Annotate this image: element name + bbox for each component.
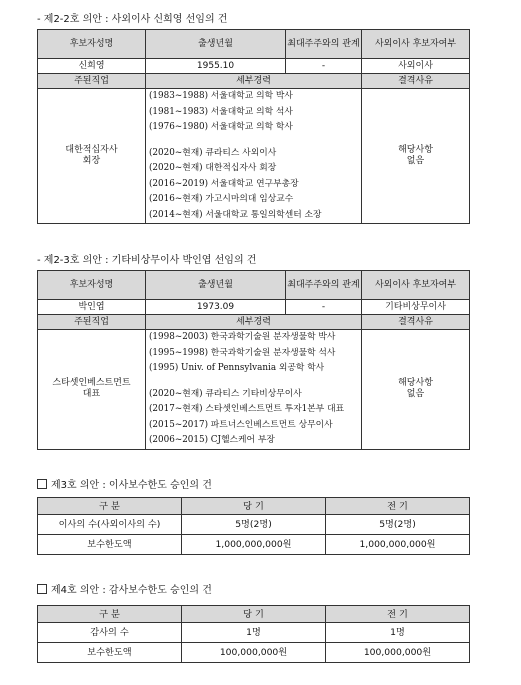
checkbox-square-icon xyxy=(37,584,47,594)
cell-category: 이사의 수(사외이사의 수) xyxy=(38,515,182,535)
cell-current: 1명 xyxy=(182,623,326,643)
cell-job xyxy=(38,330,146,450)
header-career: 세부경력 xyxy=(146,74,362,89)
section-heading-3 xyxy=(37,479,212,492)
career-line: (2017~현재) 스타셋인베스트먼트 투자1본부 대표 xyxy=(149,404,345,414)
cell-career xyxy=(146,89,362,224)
header-previous: 전 기 xyxy=(326,498,470,515)
section-heading-4 xyxy=(37,584,212,597)
career-line: (1995~1998) 한국과학기술원 분자생물학 석사 xyxy=(149,347,336,358)
checkbox-square-icon xyxy=(37,479,47,489)
table-header-row xyxy=(38,30,470,59)
header-relation: 최대주주와의 관계 xyxy=(286,271,362,300)
cell-outside: 사외이사 xyxy=(362,59,470,74)
heading-text: 제3호 의안 : 이사보수한도 승인의 건 xyxy=(51,480,212,491)
header-job: 주된직업 xyxy=(38,74,146,89)
table-row xyxy=(38,623,470,643)
header-birth: 출생년월 xyxy=(146,30,286,59)
auditor-pay-table xyxy=(37,605,470,663)
header-job: 주된직업 xyxy=(38,315,146,330)
heading-text: 제4호 의안 : 감사보수한도 승인의 건 xyxy=(51,585,212,596)
header-outside: 사외이사 후보자여부 xyxy=(362,271,470,300)
cell-job xyxy=(38,89,146,224)
cell-outside: 기타비상무이사 xyxy=(362,300,470,315)
cell-name: 박인엽 xyxy=(38,300,146,315)
header-disq: 결격사유 xyxy=(362,74,470,89)
table-row xyxy=(38,535,470,555)
cell-previous: 1명 xyxy=(326,623,470,643)
cell-current: 100,000,000원 xyxy=(182,643,326,663)
table-row xyxy=(38,330,470,450)
job-line: 대표 xyxy=(82,389,101,400)
career-line: (2016~현재) 가고시마의대 임상교수 xyxy=(149,194,294,204)
table-subheader-row xyxy=(38,315,470,330)
career-line: (2020~현재) 큐라티스 사외이사 xyxy=(149,147,277,158)
section-heading-2-2: - 제2-2호 의안 : 사외이사 신희영 선임의 건 xyxy=(37,14,228,25)
career-line: (2006~2015) CJ헬스케어 부장 xyxy=(149,435,275,445)
table-header-row xyxy=(38,606,470,623)
career-line: (2015~2017) 파트너스인베스트먼트 상무이사 xyxy=(149,419,333,430)
career-line: (1983~1988) 서울대학교 의학 박사 xyxy=(149,91,293,101)
cell-category: 보수한도액 xyxy=(38,535,182,555)
career-line: (1995) Univ. of Pennsylvania 외공학 학사 xyxy=(149,363,325,373)
cell-career xyxy=(146,330,362,450)
cell-disq xyxy=(362,89,470,224)
header-current: 당 기 xyxy=(182,606,326,623)
career-line: (1998~2003) 한국과학기술원 분자생물학 박사 xyxy=(149,332,336,342)
career-line: (2020~현재) 큐라티스 기타비상무이사 xyxy=(149,388,302,399)
cell-category: 보수한도액 xyxy=(38,643,182,663)
career-line: (2014~현재) 서울대학교 통일의학센터 소장 xyxy=(149,209,322,220)
table-row xyxy=(38,59,470,74)
header-category: 구 분 xyxy=(38,606,182,623)
header-name: 후보자성명 xyxy=(38,30,146,59)
table-row xyxy=(38,515,470,535)
cell-previous: 5명(2명) xyxy=(326,515,470,535)
header-relation: 최대주주와의 관계 xyxy=(286,30,362,59)
candidate-table-park xyxy=(37,270,470,450)
cell-previous: 1,000,000,000원 xyxy=(326,535,470,555)
header-category: 구 분 xyxy=(38,498,182,515)
disq-line: 없음 xyxy=(406,389,425,400)
cell-birth: 1955.10 xyxy=(146,59,286,74)
header-current: 당 기 xyxy=(182,498,326,515)
header-outside: 사외이사 후보자여부 xyxy=(362,30,470,59)
header-birth: 출생년월 xyxy=(146,271,286,300)
career-line: (1976~1980) 서울대학교 의학 학사 xyxy=(149,122,293,132)
director-pay-table xyxy=(37,497,470,555)
disq-line: 해당사항 xyxy=(398,378,433,389)
candidate-table-shin xyxy=(37,29,470,224)
job-line: 회장 xyxy=(82,156,101,166)
cell-current: 5명(2명) xyxy=(182,515,326,535)
cell-relation: - xyxy=(286,300,362,315)
career-line: (2016~2019) 서울대학교 연구부총장 xyxy=(149,178,299,189)
job-line: 대한적십자사 xyxy=(65,145,118,155)
table-header-row xyxy=(38,498,470,515)
cell-relation: - xyxy=(286,59,362,74)
header-name: 후보자성명 xyxy=(38,271,146,300)
disq-line: 해당사항 xyxy=(398,145,433,155)
career-line: (2020~현재) 대한적십자사 회장 xyxy=(149,163,277,173)
job-line: 스타셋인베스트먼트 xyxy=(52,378,131,389)
table-row xyxy=(38,643,470,663)
section-heading-2-3: - 제2-3호 의안 : 기타비상무이사 박인엽 선임의 건 xyxy=(37,255,257,266)
cell-birth: 1973.09 xyxy=(146,300,286,315)
cell-previous: 100,000,000원 xyxy=(326,643,470,663)
table-row xyxy=(38,89,470,224)
header-career: 세부경력 xyxy=(146,315,362,330)
cell-disq xyxy=(362,330,470,450)
header-disq: 결격사유 xyxy=(362,315,470,330)
table-subheader-row xyxy=(38,74,470,89)
table-row xyxy=(38,300,470,315)
career-line: (1981~1983) 서울대학교 의학 석사 xyxy=(149,106,293,117)
cell-category: 감사의 수 xyxy=(38,623,182,643)
cell-name: 신희영 xyxy=(38,59,146,74)
table-header-row xyxy=(38,271,470,300)
cell-current: 1,000,000,000원 xyxy=(182,535,326,555)
header-previous: 전 기 xyxy=(326,606,470,623)
disq-line: 없음 xyxy=(406,156,425,166)
